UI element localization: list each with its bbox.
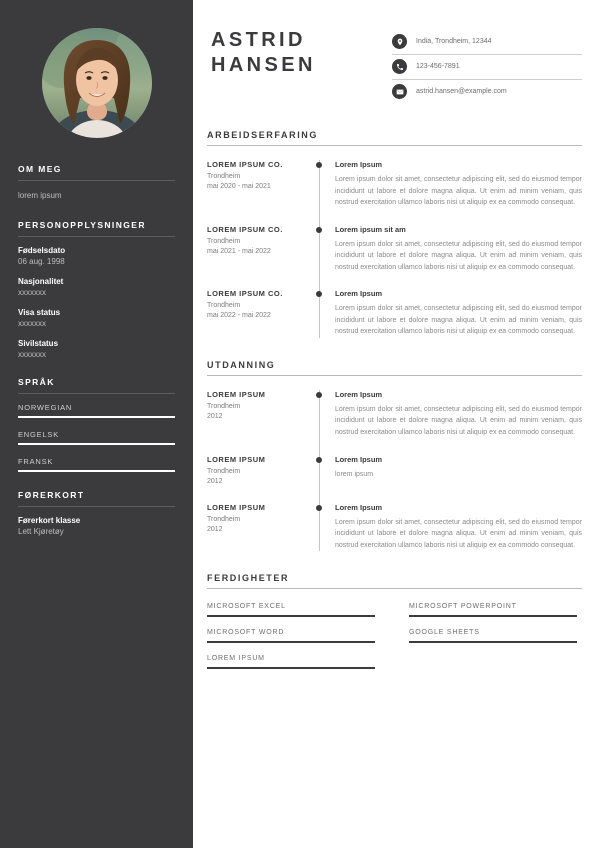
degree-title: Lorem Ipsum: [335, 454, 383, 464]
entry-detail: [327, 225, 582, 274]
language-name: NORWEGIAN: [18, 403, 73, 412]
license-title: FØRERKORT: [18, 490, 175, 507]
entry-meta: [207, 160, 311, 209]
phone-icon: [392, 59, 407, 74]
sidebar: [0, 0, 193, 848]
school-name: LOREM IPSUM: [207, 502, 266, 512]
personal-field: [18, 277, 175, 297]
language-level-bar: [18, 443, 175, 445]
personal-field: [18, 246, 175, 266]
skill-item: [409, 629, 577, 643]
about-section: [18, 164, 175, 202]
experience-entry: [207, 225, 582, 274]
skill-level-bar: [207, 667, 375, 669]
education-title: UTDANNING: [207, 360, 582, 376]
language-item: [18, 403, 175, 418]
field-label: Fødselsdato: [18, 246, 66, 255]
contact-email-text: astrid.hansen@example.com: [416, 88, 507, 95]
skill-name: MICROSOFT EXCEL: [207, 603, 286, 611]
skill-item: [207, 629, 375, 643]
job-role: Lorem ipsum sit am: [335, 224, 406, 234]
school-city: Trondheim: [207, 402, 241, 410]
languages-title: SPRÅK: [18, 377, 175, 394]
skill-name: MICROSOFT POWERPOINT: [409, 603, 517, 611]
personal-section: [18, 220, 175, 359]
contact-phone-text: 123-456-7891: [416, 63, 460, 70]
company-name: LOREM IPSUM CO.: [207, 289, 283, 299]
school-city: Trondheim: [207, 515, 241, 523]
timeline-line: [319, 390, 320, 455]
contact-location-text: India, Trondheim, 12344: [416, 38, 492, 45]
email-icon: [392, 84, 407, 99]
employment-dates: mai 2022 - mai 2022: [207, 312, 271, 320]
last-name: HANSEN: [211, 54, 316, 76]
timeline-line: [319, 225, 320, 290]
degree-description: Lorem ipsum dolor sit amet, consectetur adipiscing elit, sed do eiusmod tempor incididunt ut labore et dolore magna aliqua. Ut enim ad minim veniam, quis nostrud exercitation ullamco laboris nisi ut aliquip ex ea commodo consequat.: [335, 518, 582, 549]
about-text: lorem ipsum: [18, 191, 62, 200]
degree-title: Lorem Ipsum: [335, 389, 383, 399]
experience-section: [207, 130, 582, 338]
timeline-marker: [311, 160, 327, 209]
company-city: Trondheim: [207, 302, 241, 310]
timeline-dot: [316, 162, 322, 168]
field-value: xxxxxxx: [18, 350, 46, 359]
entry-detail: [327, 390, 582, 439]
language-level-bar: [18, 470, 175, 472]
study-dates: 2012: [207, 525, 223, 533]
timeline-marker: [311, 455, 327, 487]
field-value: Lett Kjøretøy: [18, 527, 64, 536]
personal-field: [18, 339, 175, 359]
employment-dates: mai 2020 - mai 2021: [207, 183, 271, 191]
timeline-dot: [316, 392, 322, 398]
contact-phone[interactable]: [392, 55, 582, 80]
timeline-dot: [316, 227, 322, 233]
timeline-marker: [311, 225, 327, 274]
field-label: Sivilstatus: [18, 339, 59, 348]
language-name: ENGELSK: [18, 430, 60, 439]
personal-title: PERSONOPPLYSNINGER: [18, 220, 175, 237]
skill-level-bar: [409, 615, 577, 617]
timeline-line: [319, 160, 320, 225]
entry-meta: [207, 455, 311, 487]
page-title: [207, 28, 316, 78]
education-entry: [207, 503, 582, 552]
language-item: [18, 457, 175, 472]
job-description: Lorem ipsum dolor sit amet, consectetur adipiscing elit, sed do eiusmod tempor incididunt ut labore et dolore magna aliqua. Ut enim ad minim veniam, quis nostrud exercitation ullamco laboris nisi ut aliquip ex ea commodo consequat.: [335, 176, 582, 207]
entry-detail: [327, 160, 582, 209]
school-name: LOREM IPSUM: [207, 389, 266, 399]
license-section: [18, 490, 175, 536]
school-city: Trondheim: [207, 467, 241, 475]
company-city: Trondheim: [207, 237, 241, 245]
education-entry: [207, 390, 582, 439]
entry-meta: [207, 225, 311, 274]
personal-field: [18, 308, 175, 328]
company-name: LOREM IPSUM CO.: [207, 160, 283, 169]
about-title: OM MEG: [18, 164, 175, 181]
field-value: xxxxxxx: [18, 288, 46, 297]
job-description: Lorem ipsum dolor sit amet, consectetur adipiscing elit, sed do eiusmod tempor incididunt ut labore et dolore magna aliqua. Ut enim ad minim veniam, quis nostrud exercitation ullamco laboris nisi ut aliquip ex ea commodo consequat.: [335, 240, 582, 271]
field-label: Visa status: [18, 308, 61, 317]
job-role: Lorem Ipsum: [335, 160, 383, 169]
degree-description: lorem ipsum: [335, 470, 374, 478]
skill-level-bar: [207, 615, 375, 617]
education-section: [207, 360, 582, 552]
timeline-marker: [311, 503, 327, 552]
timeline-marker: [311, 289, 327, 338]
avatar: [42, 28, 152, 138]
header: [207, 28, 582, 104]
entry-meta: [207, 503, 311, 552]
experience-entry: [207, 160, 582, 209]
skill-name: MICROSOFT WORD: [207, 629, 285, 637]
entry-meta: [207, 390, 311, 439]
job-description: Lorem ipsum dolor sit amet, consectetur adipiscing elit, sed do eiusmod tempor incididunt ut labore et dolore magna aliqua. Ut enim ad minim veniam, quis nostrud exercitation ullamco laboris nisi ut aliquip ex ea commodo consequat.: [335, 305, 582, 336]
employment-dates: mai 2021 - mai 2022: [207, 247, 271, 255]
contact-list: [392, 28, 582, 104]
field-value: 06 aug. 1998: [18, 257, 65, 266]
contact-email[interactable]: [392, 80, 582, 104]
skill-item: [409, 603, 577, 617]
skill-item: [207, 603, 375, 617]
profile-photo: [42, 28, 152, 138]
skills-section: [207, 573, 582, 681]
location-icon: [392, 34, 407, 49]
language-name: FRANSK: [18, 457, 54, 466]
study-dates: 2012: [207, 413, 223, 421]
skill-name: LOREM IPSUM: [207, 655, 265, 663]
field-label: Førerkort klasse: [18, 516, 81, 525]
contact-location: [392, 30, 582, 55]
skill-name: GOOGLE SHEETS: [409, 629, 480, 637]
experience-entry: [207, 289, 582, 338]
language-level-bar: [18, 416, 175, 418]
entry-meta: [207, 289, 311, 338]
degree-description: Lorem ipsum dolor sit amet, consectetur adipiscing elit, sed do eiusmod tempor incididunt ut labore et dolore magna aliqua. Ut enim ad minim veniam, quis nostrud exercitation ullamco laboris nisi ut aliquip ex ea commodo consequat.: [335, 405, 582, 437]
skill-level-bar: [207, 641, 375, 643]
school-name: LOREM IPSUM: [207, 454, 266, 464]
language-item: [18, 430, 175, 445]
skills-grid: [207, 603, 582, 681]
field-value: xxxxxxx: [18, 319, 46, 328]
company-name: LOREM IPSUM CO.: [207, 224, 283, 234]
field-label: Nasjonalitet: [18, 277, 64, 286]
main-content: [193, 0, 600, 848]
timeline-dot: [316, 291, 322, 297]
education-entry: [207, 455, 582, 487]
license-field: [18, 516, 175, 536]
timeline-dot: [316, 505, 322, 511]
entry-detail: [327, 455, 582, 487]
timeline-dot: [316, 457, 322, 463]
experience-title: ARBEIDSERFARING: [207, 130, 582, 146]
skill-item: [207, 655, 375, 669]
skill-level-bar: [409, 641, 577, 643]
degree-title: Lorem Ipsum: [335, 502, 383, 512]
first-name: ASTRID: [211, 29, 306, 51]
company-city: Trondheim: [207, 173, 241, 180]
job-role: Lorem Ipsum: [335, 289, 383, 299]
entry-detail: [327, 503, 582, 552]
skills-title: FERDIGHETER: [207, 573, 582, 589]
study-dates: 2012: [207, 477, 223, 485]
entry-detail: [327, 289, 582, 338]
languages-section: [18, 377, 175, 472]
timeline-marker: [311, 390, 327, 439]
